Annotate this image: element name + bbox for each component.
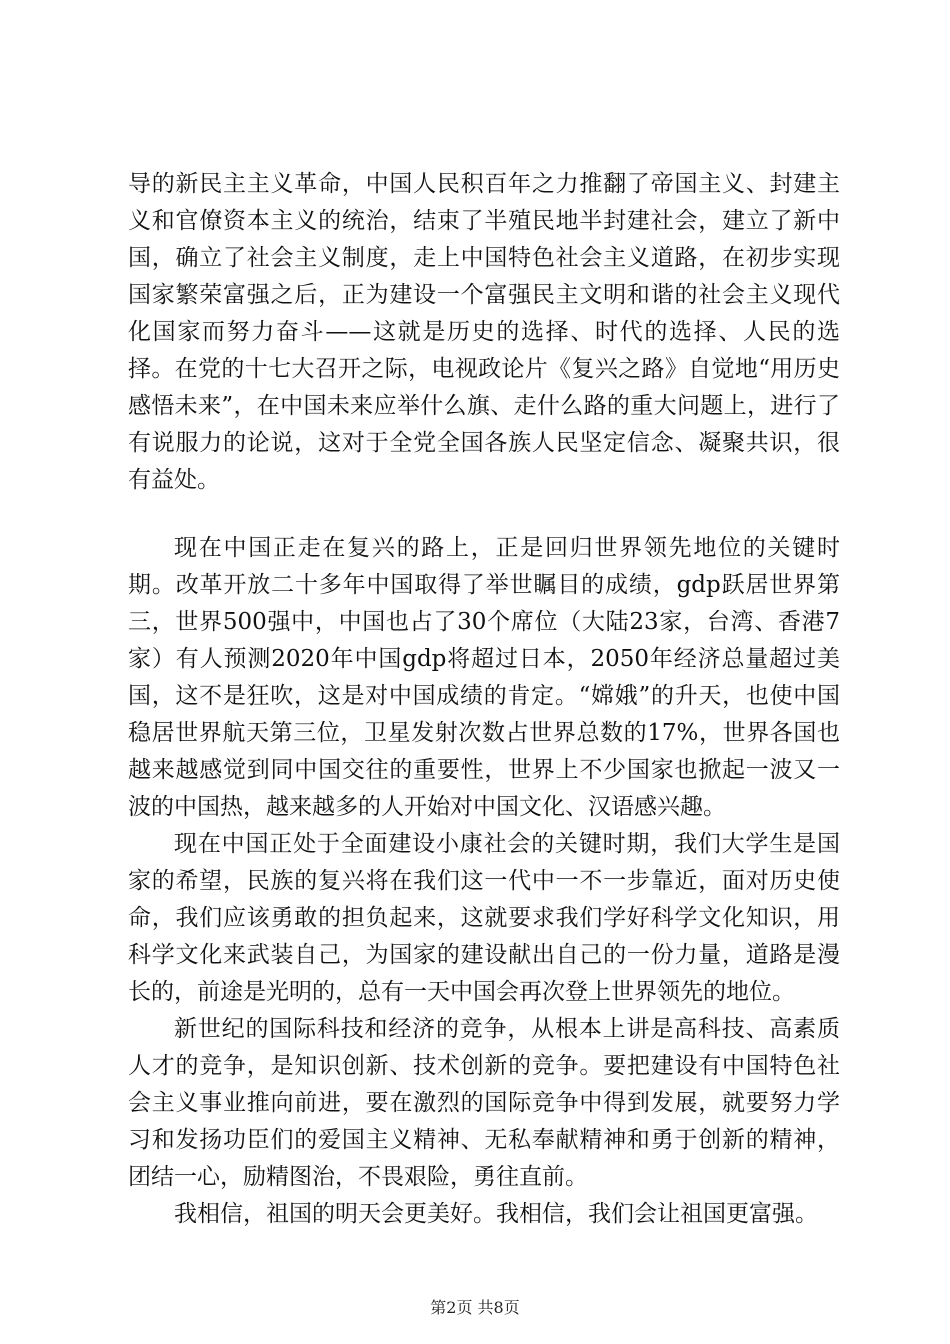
paragraph-continuation: 导的新民主主义革命，中国人民积百年之力推翻了帝国主义、封建主义和官僚资本主义的统治，结束了半殖民地半封建社会，建立了新中国，确立了社会主义制度，走上中国特色社会主义道路，在初步实现国家繁荣富强之后，正为建设一个富强民主文明和谐的社会主义现代化国家而努力奋斗——这就是历史的选择、时代的选择、人民的选择。在党的十七大召开之际，电视政论片《复兴之路》自觉地“用历史感悟未来”，在中国未来应举什么旗、走什么路的重大问题上，进行了有说服力的论说，这对于全党全国各族人民坚定信念、凝聚共识，很有益处。	[128, 171, 840, 493]
document-body	[128, 166, 840, 1233]
paragraph-conclusion: 我相信，祖国的明天会更美好。我相信，我们会让祖国更富强。	[174, 1201, 818, 1227]
paragraph-competition: 新世纪的国际科技和经济的竞争，从根本上讲是高科技、高素质人才的竞争，是知识创新、技术创新的竞争。要把建设有中国特色社会主义事业推向前进，要在激烈的国际竞争中得到发展，就要努力学习和发扬功臣们的爱国主义精神、无私奉献精神和勇于创新的精神，团结一心，励精图治，不畏艰险，勇往直前。	[128, 1016, 840, 1190]
paragraph-spacer	[128, 499, 840, 530]
paragraph-revival-road: 现在中国正走在复兴的路上，正是回归世界领先地位的关键时期。改革开放二十多年中国取得了举世瞩目的成绩，gdp跃居世界第三，世界500强中，中国也占了30个席位（大陆23家，台湾、香港7家）有人预测2020年中国gdp将超过日本，2050年经济总量超过美国，这不是狂吹，这是对中国成绩的肯定。“嫦娥”的升天，也使中国稳居世界航天第三位，卫星发射次数占世界总数的17%，世界各国也越来越感觉到同中国交往的重要性，世界上不少国家也掀起一波又一波的中国热，越来越多的人开始对中国文化、汉语感兴趣。	[128, 535, 840, 820]
page-number-footer: 第2页 共8页	[430, 1298, 520, 1317]
paragraph-students-mission: 现在中国正处于全面建设小康社会的关键时期，我们大学生是国家的希望，民族的复兴将在我们这一代中一不一步靠近，面对历史使命，我们应该勇敢的担负起来，这就要求我们学好科学文化知识，用科学文化来武装自己，为国家的建设献出自己的一份力量，道路是漫长的，前途是光明的，总有一天中国会再次登上世界领先的地位。	[128, 831, 840, 1005]
